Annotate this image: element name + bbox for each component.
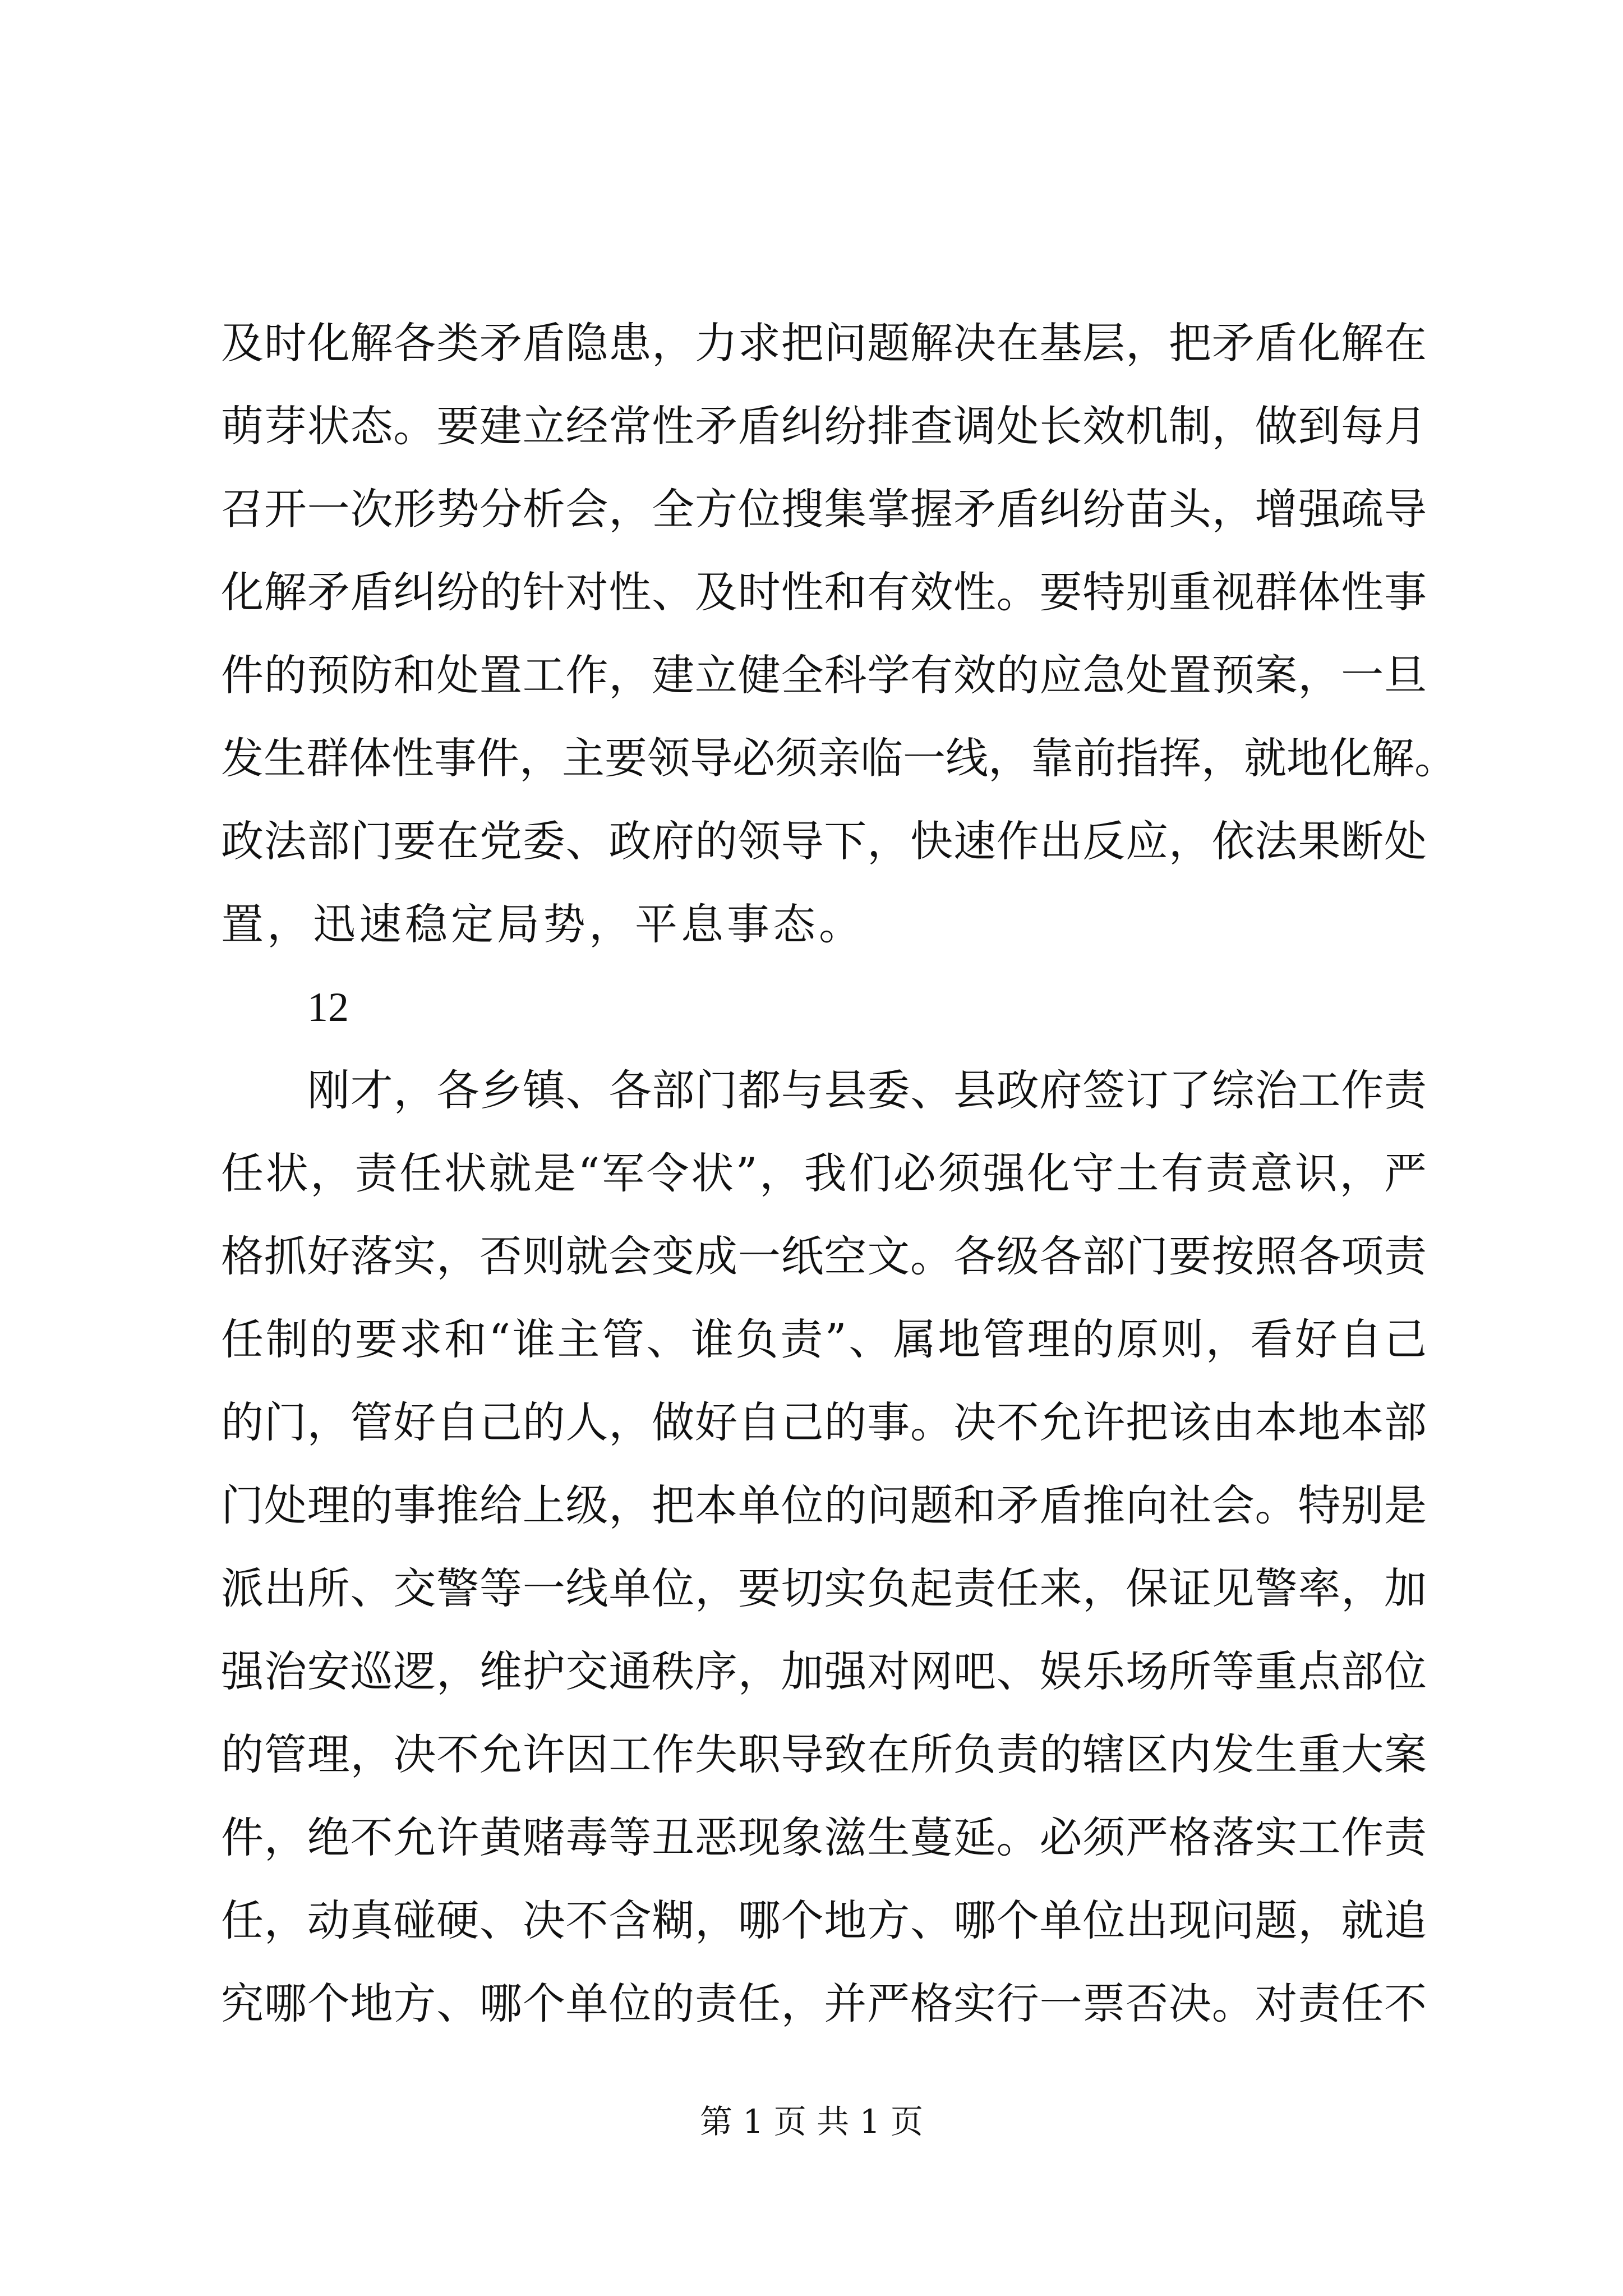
body-text (221, 302, 1457, 2045)
text-line: 强治安巡逻，维护交通秩序，加强对网吧、娱乐场所等重点部位 (221, 1646, 1427, 1696)
text-line: 任状，责任状就是“军令状”，我们必须强化守土有责意识，严 (221, 1148, 1427, 1198)
text-line: 刚才，各乡镇、各部门都与县委、县政府签订了综治工作责 (307, 1065, 1427, 1115)
text-line: 发生群体性事件，主要领导必须亲临一线，靠前指挥，就地化解。 (221, 733, 1457, 783)
page-footer (0, 2099, 1623, 2144)
text-line: 件，绝不允许黄赌毒等丑恶现象滋生蔓延。必须严格落实工作责 (221, 1812, 1427, 1862)
text-line: 门处理的事推给上级，把本单位的问题和矛盾推向社会。特别是 (221, 1480, 1427, 1530)
text-line: 政法部门要在党委、政府的领导下，快速作出反应，依法果断处 (221, 816, 1427, 866)
text-line: 派出所、交警等一线单位，要切实负起责任来，保证见警率，加 (221, 1563, 1427, 1613)
text-line: 究哪个地方、哪个单位的责任，并严格实行一票否决。对责任不 (221, 1978, 1427, 2028)
text-line: 及时化解各类矛盾隐患，力求把问题解决在基层，把矛盾化解在 (221, 318, 1427, 368)
text-line: 的管理，决不允许因工作失职导致在所负责的辖区内发生重大案 (221, 1729, 1427, 1779)
text-line: 任，动真碰硬、决不含糊，哪个地方、哪个单位出现问题，就追 (221, 1895, 1427, 1945)
text-line: 召开一次形势分析会，全方位搜集掌握矛盾纠纷苗头，增强疏导 (221, 484, 1427, 534)
section-number: 12 (307, 984, 349, 1030)
text-line: 萌芽状态。要建立经常性矛盾纠纷排查调处长效机制，做到每月 (221, 401, 1427, 451)
page-indicator: 第 1 页 共 1 页 (700, 2102, 923, 2141)
text-line: 的门，管好自己的人，做好自己的事。决不允许把该由本地本部 (221, 1397, 1427, 1447)
text-line: 置，迅速稳定局势，平息事态。 (221, 899, 865, 949)
text-line: 格抓好落实，否则就会变成一纸空文。各级各部门要按照各项责 (221, 1231, 1427, 1281)
text-line: 任制的要求和“谁主管、谁负责”、属地管理的原则，看好自己 (221, 1314, 1427, 1364)
text-line: 化解矛盾纠纷的针对性、及时性和有效性。要特别重视群体性事 (221, 567, 1427, 617)
text-line: 件的预防和处置工作，建立健全科学有效的应急处置预案，一旦 (221, 650, 1427, 700)
